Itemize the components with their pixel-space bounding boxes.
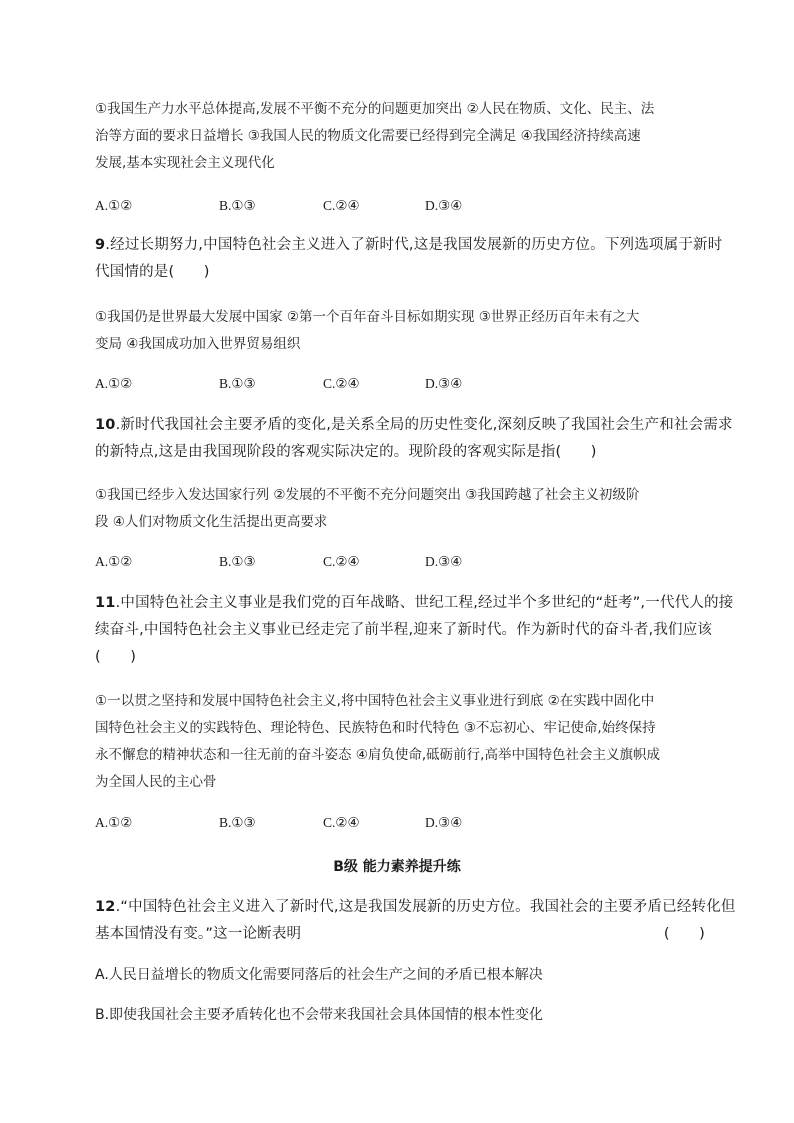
choice-a[interactable]: A.①② [95,815,133,830]
stem-line: 基本国情没有变。”这一论断表明 [95,926,302,942]
choice-b[interactable]: B.①③ [219,554,256,569]
choice-a[interactable]: A.①② [95,198,133,213]
statement-line: 治等方面的要求日益增长 ③我国人民的物质文化需要已经得到完全满足 ④我国经济持续高速 [95,128,641,144]
choice-c[interactable]: C.②④ [323,815,360,830]
option-b[interactable]: B.即使我国社会主要矛盾转化也不会带来我国社会具体国情的根本性变化 [95,1007,544,1023]
q9-choices [95,376,705,398]
statement-line: ①我国仍是世界最大发展中国家 ②第一个百年奋斗目标如期实现 ③世界正经历百年未有之大 [95,309,640,325]
choice-c[interactable]: C.②④ [323,376,360,391]
question-number: 10 [95,417,116,433]
stem-line: ( ) [95,649,137,665]
q8-statements [95,96,705,177]
statement-line: 发展,基本实现社会主义现代化 [95,155,275,171]
q12-options [95,962,705,1029]
q8-choices [95,198,705,220]
question-number: 11 [95,595,116,611]
choice-c[interactable]: C.②④ [323,554,360,569]
stem-line: 代国情的是( ) [95,264,210,280]
answer-parenthesis: ( ) [663,926,705,942]
statement-line: ①我国生产力水平总体提高,发展不平衡不充分的问题更加突出 ②人民在物质、文化、民主、法 [95,101,655,117]
q9-stem [95,232,723,286]
q11-statements [95,688,705,796]
stem-line: .中国特色社会主义事业是我们党的百年战略、世纪工程,经过半个多世纪的“赶考”,一代代人的接 [115,595,734,611]
choice-a[interactable]: A.①② [95,554,133,569]
statement-line: 国特色社会主义的实践特色、理论特色、民族特色和时代特色 ③不忘初心、牢记使命,始终保持 [95,720,656,736]
q10-choices [95,554,705,576]
choice-d[interactable]: D.③④ [425,198,463,213]
choice-c[interactable]: C.②④ [323,198,360,213]
choice-d[interactable]: D.③④ [425,815,463,830]
stem-line: .“中国特色社会主义进入了新时代,这是我国发展新的历史方位。我国社会的主要矛盾已经转化但 [115,899,736,915]
choice-d[interactable]: D.③④ [425,376,463,391]
statement-line: ①一以贯之坚持和发展中国特色社会主义,将中国特色社会主义事业进行到底 ②在实践中固化中 [95,693,655,709]
choice-b[interactable]: B.①③ [219,376,256,391]
statement-line: 段 ④人们对物质文化生活提出更高要求 [95,514,328,530]
q12-stem [95,894,736,948]
choice-d[interactable]: D.③④ [425,554,463,569]
statement-line: 变局 ④我国成功加入世界贸易组织 [95,336,301,352]
statement-line: 永不懈怠的精神状态和一往无前的奋斗姿态 ④肩负使命,砥砺前行,高举中国特色社会主义旗帜成 [95,747,660,763]
choice-b[interactable]: B.①③ [219,815,256,830]
statement-line: ①我国已经步入发达国家行列 ②发展的不平衡不充分问题突出 ③我国跨越了社会主义初级阶 [95,487,640,503]
question-number: 12 [95,899,116,915]
option-a[interactable]: A.人民日益增长的物质文化需要同落后的社会生产之间的矛盾已根本解决 [95,967,543,983]
q10-stem [95,412,733,466]
question-number: 9 [95,237,106,253]
q11-stem [95,590,734,671]
choice-a[interactable]: A.①② [95,376,133,391]
choice-b[interactable]: B.①③ [219,198,256,213]
stem-line: 续奋斗,中国特色社会主义事业已经走完了前半程,迎来了新时代。作为新时代的奋斗者,我们应该 [95,622,713,638]
stem-line: .经过长期努力,中国特色社会主义进入了新时代,这是我国发展新的历史方位。下列选项属于新时 [105,237,723,253]
stem-line: .新时代我国社会主要矛盾的变化,是关系全局的历史性变化,深刻反映了我国社会生产和社会需求 [115,417,733,433]
statement-line: 为全国人民的主心骨 [95,774,217,790]
section-heading: B级 能力素养提升练 [333,859,461,875]
q11-choices [95,815,705,837]
q10-statements [95,482,705,536]
stem-line: 的新特点,这是由我国现阶段的客观实际决定的。现阶段的客观实际是指( ) [95,444,597,460]
q9-statements [95,304,705,358]
